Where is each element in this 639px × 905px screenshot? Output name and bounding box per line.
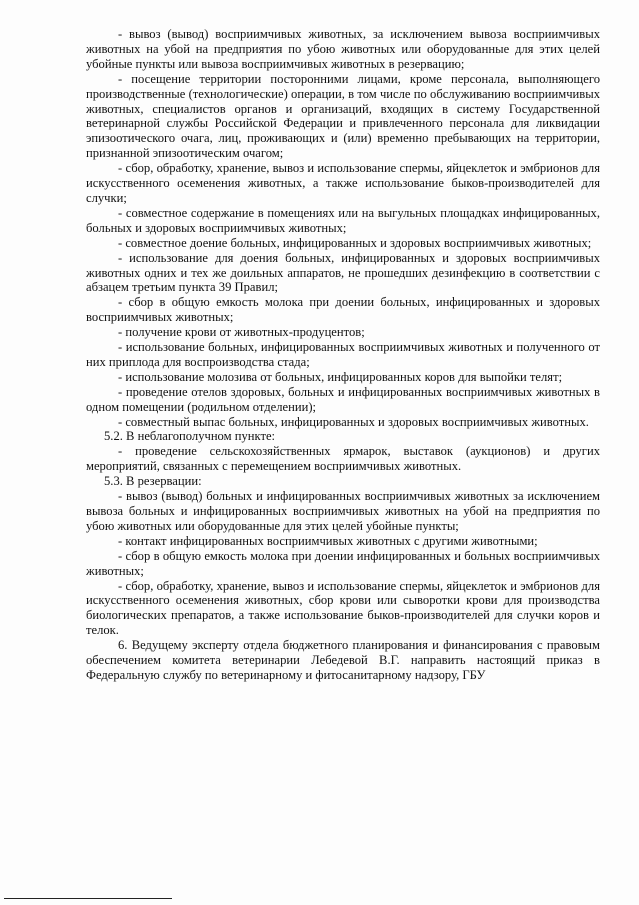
paragraph-ban-joint-grazing: - совместный выпас больных, инфицированных и здоровых восприимчивых животных. <box>118 414 589 429</box>
paragraph-ban-blood-collection: - получение крови от животных-продуцентов; <box>118 325 365 340</box>
paragraph-ban-joint-milking: - совместное доение больных, инфицированных и здоровых восприимчивых животных; <box>118 235 592 250</box>
paragraph-ban-joint-keeping: - совместное содержание в помещениях или на выгульных площадках инфицированных, больных и здоровых восприимчивых животных; <box>86 205 600 235</box>
paragraph-item-6: 6. Ведущему эксперту отдела бюджетного планирования и финансирования с правовым обеспечением комитета ветеринарии Лебедевой В.Г. направить настоящий приказ в Федеральную службу по ветеринарному и фитосанитарному надзору, ГБУ <box>86 638 600 682</box>
paragraph-reservation-export: - вывоз (вывод) больных и инфицированных восприимчивых животных за исключением вывоза больных и инфицированных восприимчивых животных на убой на предприятия по убою животных или оборудованные для этих целей убойные пункты; <box>86 489 600 533</box>
paragraph-ban-colostrum: - использование молозива от больных, инфицированных коров для выпойки телят; <box>118 369 563 384</box>
paragraph-reservation-semen: - сбор, обработку, хранение, вывоз и использование спермы, яйцеклеток и эмбрионов для искусственного осеменения животных, сбор крови или сыворотки крови для производства биологических препаратов, а также использование быков-производителей для случки коров и телок. <box>86 578 600 638</box>
paragraph-reservation-contact: - контакт инфицированных восприимчивых животных с другими животными; <box>118 533 538 548</box>
paragraph-ban-shared-milking-machines: - использование для доения больных, инфицированных и здоровых восприимчивых животных одних и тех же доильных аппаратов, не прошедших дезинфекцию в соответствии с абзацем третьим пункта 39 Правил; <box>86 250 600 295</box>
document-body <box>86 27 600 683</box>
section-heading-5-3: 5.3. В резервации: <box>104 474 202 489</box>
footnote-divider <box>4 898 172 899</box>
paragraph-ban-joint-calving: - проведение отелов здоровых, больных и инфицированных восприимчивых животных в одном помещении (родильном отделении); <box>86 384 600 414</box>
paragraph-ban-fairs: - проведение сельскохозяйственных ярмарок, выставок (аукционов) и других мероприятий, связанных с перемещением восприимчивых животных. <box>86 444 600 474</box>
section-heading-5-2: 5.2. В неблагополучном пункте: <box>104 429 276 444</box>
paragraph-ban-visits: - посещение территории посторонними лицами, кроме персонала, выполняющего производственные (технологические) операции, в том числе по обслуживанию восприимчивых животных, специалистов органов и организаций, входящих в систему Государственной ветеринарной службы Российской Федерации и привлеченного персонала для ликвидации эпизоотического очага, лиц, проживающих и (или) временно пребывающих на территории, признанной эпизоотическим очагом; <box>86 71 600 161</box>
paragraph-ban-semen-collection: - сбор, обработку, хранение, вывоз и использование спермы, яйцеклеток и эмбрионов для искусственного осеменения животных, а также использование быков-производителей для случки; <box>86 161 600 205</box>
paragraph-reservation-milk: - сбор в общую емкость молока при доении инфицированных и больных восприимчивых животных; <box>86 548 600 578</box>
paragraph-ban-reproduction: - использование больных, инфицированных восприимчивых животных и полученного от них приплода для воспроизводства стада; <box>86 340 600 369</box>
paragraph-ban-common-milk-container: - сбор в общую емкость молока при доении больных, инфицированных и здоровых восприимчивых животных; <box>86 295 600 325</box>
paragraph-ban-export: - вывоз (вывод) восприимчивых животных, за исключением вывоза восприимчивых животных на убой на предприятия по убою животных или оборудованные для этих целей убойные пункты или вывоза восприимчивых животных в резервацию; <box>86 27 600 71</box>
